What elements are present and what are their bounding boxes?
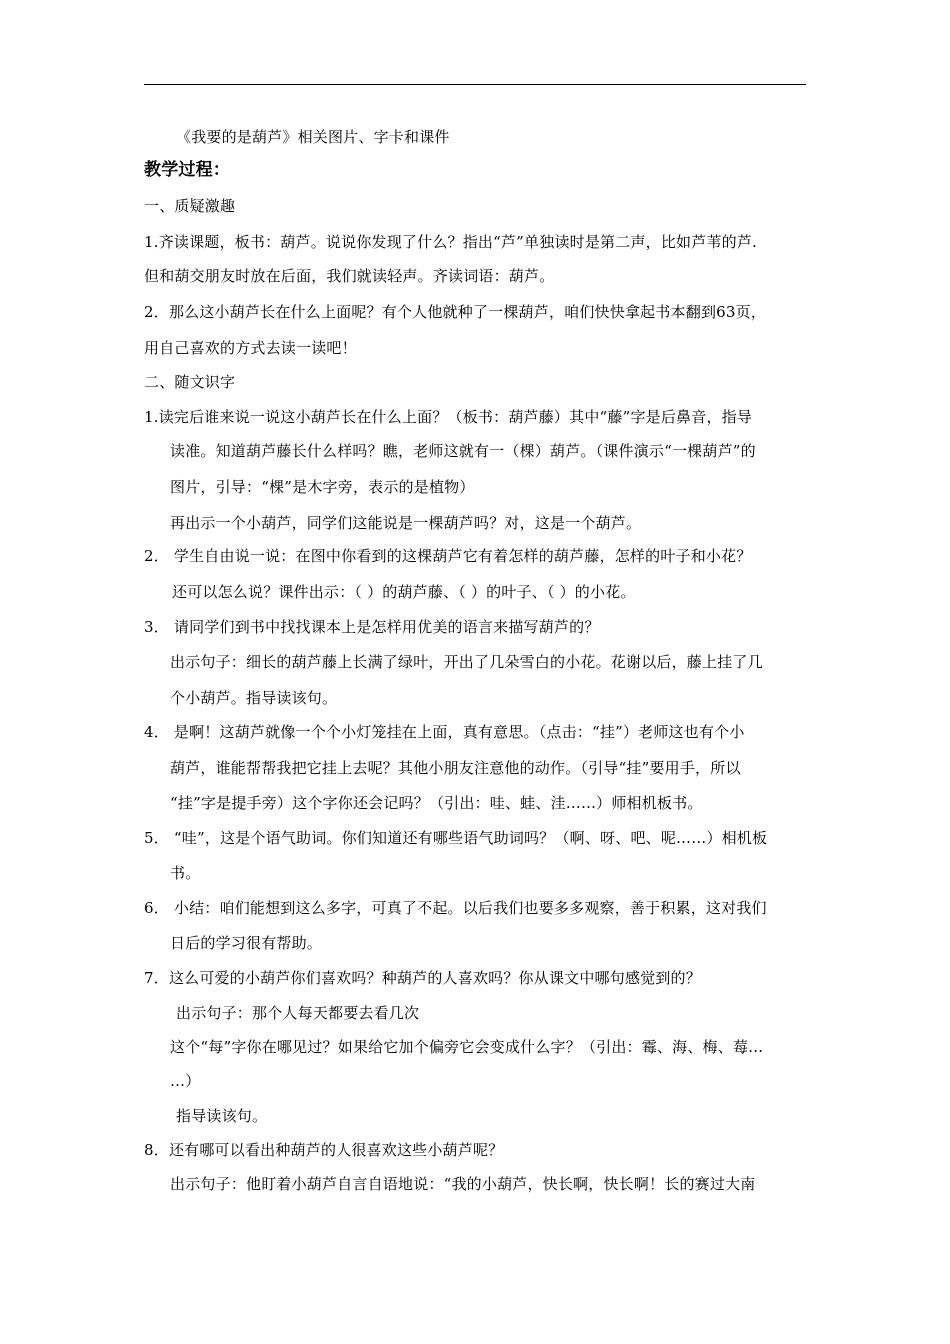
section2-line: 6． 小结：咱们能想到这么多字，可真了不起。以后我们也要多多观察，善于积累，这对我们: [144, 899, 767, 917]
section1-title: 一、质疑激趣: [144, 197, 236, 215]
section2-line: 书。: [170, 864, 201, 882]
section2-title: 二、随文识字: [144, 373, 236, 391]
section2-line: 1.读完后谁来说一说这小葫芦长在什么上面？（板书：葫芦藤）其中“藤”字是后鼻音，指导: [144, 408, 753, 426]
process-heading: 教学过程：: [144, 160, 230, 180]
section2-line: 这个“每”字你在哪见过？如果给它加个偏旁它会变成什么字？（引出：霉、海、梅、莓…: [170, 1038, 764, 1056]
section2-line: 再出示一个小葫芦，同学们这能说是一棵葫芦吗？对，这是一个葫芦。: [170, 514, 642, 532]
section2-line: 还可以怎么说？课件出示：（ ）的葫芦藤、（ ）的叶子、（ ）的小花。: [172, 583, 636, 601]
section2-line: 7．这么可爱的小葫芦你们喜欢吗？种葫芦的人喜欢吗？你从课文中哪句感觉到的？: [144, 969, 701, 987]
section2-line: 图片，引导：“棵”是木字旁，表示的是植物）: [170, 478, 475, 496]
section2-line: 读准。知道葫芦藤长什么样吗？瞧，老师这就有一（棵）葫芦。（课件演示“一棵葫芦”的: [170, 442, 756, 460]
section2-line: 葫芦，谁能帮帮我把它挂上去呢？其他小朋友注意他的动作。（引导“挂”要用手，所以: [170, 759, 741, 777]
section2-line: 出示句子：那个人每天都要去看几次: [176, 1004, 420, 1022]
section2-line: 出示句子：他盯着小葫芦自言自语地说：“我的小葫芦，快长啊，快长啊！长的赛过大南: [170, 1175, 756, 1193]
section2-line: 日后的学习很有帮助。: [170, 934, 323, 952]
section2-line: 个小葫芦。指导读该句。: [170, 689, 338, 707]
section2-line: 3． 请同学们到书中找找课本上是怎样用优美的语言来描写葫芦的？: [144, 618, 600, 636]
section2-line: 2． 学生自由说一说：在图中你看到的这棵葫芦它有着怎样的葫芦藤，怎样的叶子和小花？: [144, 547, 752, 565]
section2-line: “挂”字是提手旁）这个字你还会记吗？（引出：哇、蛙、洼……）师相机板书。: [170, 794, 703, 812]
section2-line: 4． 是啊！这葫芦就像一个个小灯笼挂在上面，真有意思。（点击：“挂”）老师这也有个小: [144, 723, 745, 741]
header-rule: [144, 84, 806, 85]
section1-p1-line2: 但和葫交朋友时放在后面，我们就读轻声。齐读词语：葫芦。: [144, 267, 555, 285]
section2-line: 出示句子：细长的葫芦藤上长满了绿叶，开出了几朵雪白的小花。花谢以后，藤上挂了几: [170, 653, 763, 671]
materials-line: 《我要的是葫芦》相关图片、字卡和课件: [176, 128, 450, 146]
section1-p2-line2: 用自己喜欢的方式去读一读吧！: [144, 339, 357, 357]
section1-p1-line1: 1.齐读课题，板书：葫芦。说说你发现了什么？指出“芦”单独读时是第二声，比如芦苇的芦.: [144, 233, 758, 251]
section2-line: 8．还有哪可以看出种葫芦的人很喜欢这些小葫芦呢？: [144, 1141, 504, 1159]
section1-p2-line1: 2．那么这小葫芦长在什么上面呢？有个人他就种了一棵葫芦，咱们快快拿起书本翻到63页，: [144, 303, 767, 321]
section2-line: 5． “哇”，这是个语气助词。你们知道还有哪些语气助词吗？（啊、呀、吧、呢……）相机板: [144, 829, 768, 847]
section2-line: 指导读该句。: [176, 1107, 268, 1125]
section2-line: …）: [170, 1072, 201, 1090]
